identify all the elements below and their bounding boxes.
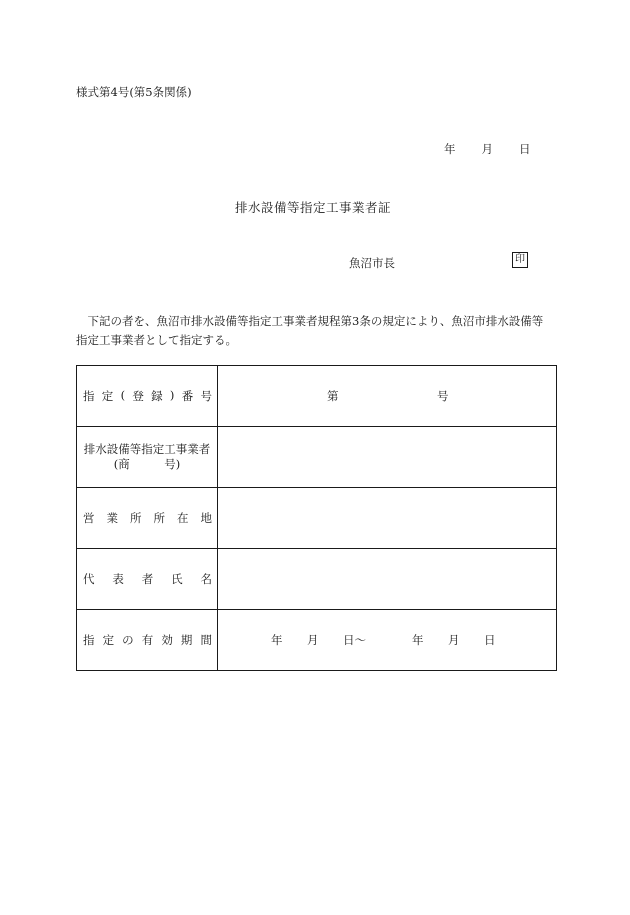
body-line-2: 指定工事業者として指定する。: [76, 333, 237, 347]
form-number: 様式第4号(第5条関係): [76, 85, 192, 99]
table-row: [77, 549, 557, 610]
registration-number-value: [218, 366, 557, 427]
contractor-label-line-2: (商 号): [113, 457, 181, 471]
contractor-label-line-1: 排水設備等指定工事業者: [83, 442, 211, 456]
date-month: 月: [481, 142, 493, 156]
label-char: 指: [83, 389, 95, 403]
start-day: 日〜: [343, 633, 366, 647]
label-char: 間: [200, 633, 212, 647]
label-char: 期: [180, 633, 193, 647]
label-char: 号: [200, 389, 212, 403]
document-title: 排水設備等指定工事業者証: [235, 200, 392, 215]
label-char: 名: [200, 572, 212, 586]
label-char: (: [120, 388, 126, 402]
end-day: 日: [484, 633, 496, 647]
table-row: [77, 427, 557, 488]
label-char: 有: [141, 633, 154, 647]
contractor-name-value: [218, 427, 557, 488]
office-address-value: [218, 488, 557, 549]
label-char: 所: [130, 511, 142, 525]
label-char: 効: [161, 633, 173, 647]
issuer-name: 魚沼市長: [349, 256, 395, 270]
date-day: 日: [519, 142, 531, 156]
body-line-1-text: 下記の者を、魚沼市排水設備等指定工事業者規程第3条の規定により、魚沼市排水設備等: [87, 314, 544, 328]
label-char: の: [122, 633, 134, 647]
label-char: 氏: [171, 572, 183, 586]
validity-period-label: [77, 610, 218, 671]
end-year: 年: [412, 633, 424, 647]
table-row: [77, 488, 557, 549]
representative-name-value: [218, 549, 557, 610]
date-year: 年: [444, 142, 456, 156]
table-row: [77, 366, 557, 427]
label-char: 代: [83, 572, 95, 586]
label-char: 表: [112, 572, 124, 586]
label-char: 指: [83, 633, 95, 647]
body-text: [76, 312, 566, 350]
issue-date: [444, 141, 531, 157]
number-suffix: 号: [437, 389, 449, 403]
contractor-name-label: [77, 427, 218, 488]
office-address-label: [77, 488, 218, 549]
seal-mark: 印: [512, 252, 528, 268]
label-char: 業: [106, 511, 118, 525]
label-char: 者: [141, 572, 154, 586]
label-char: 定: [102, 633, 115, 647]
label-char: 番: [181, 389, 194, 403]
label-char: 営: [83, 511, 95, 525]
representative-name-label: [77, 549, 218, 610]
registration-number-label: [77, 366, 218, 427]
number-prefix: 第: [327, 389, 339, 403]
label-char: 所: [153, 511, 165, 525]
label-char: 在: [177, 511, 189, 525]
table-row: [77, 610, 557, 671]
body-line-1: [76, 312, 566, 331]
label-char: 登: [132, 389, 144, 403]
label-char: 定: [101, 389, 114, 403]
validity-period-value: [218, 610, 557, 671]
label-char: ): [169, 388, 175, 402]
start-year: 年: [271, 633, 283, 647]
end-month: 月: [448, 633, 460, 647]
start-month: 月: [307, 633, 319, 647]
certificate-table: [76, 365, 557, 671]
label-char: 録: [151, 389, 163, 403]
label-char: 地: [200, 511, 212, 525]
